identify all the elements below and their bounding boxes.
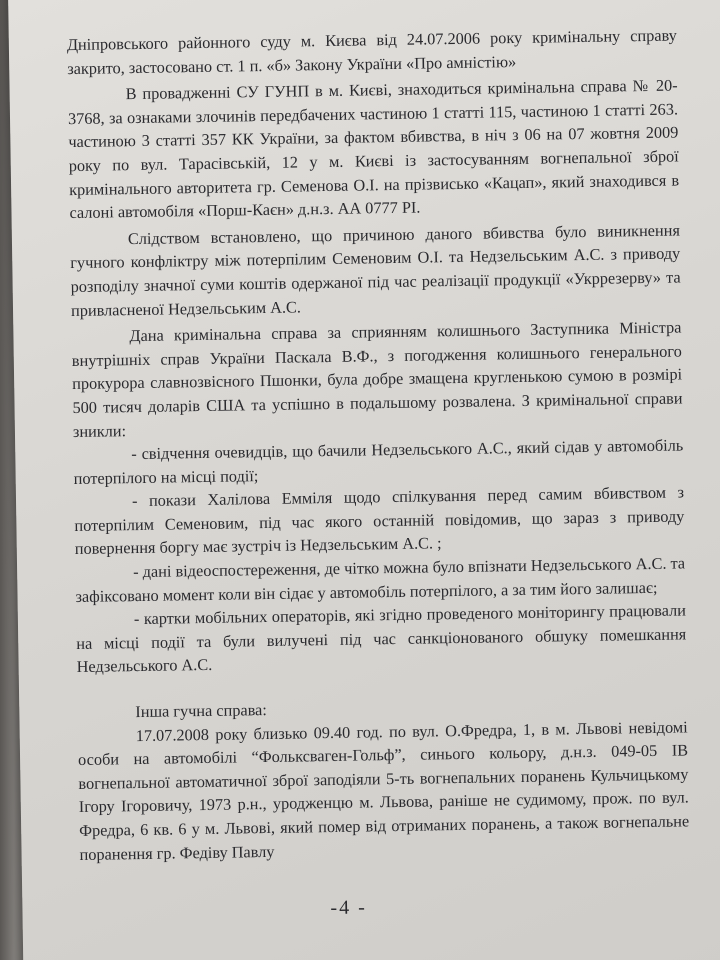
intro-text: Дніпровського районного суду м. Києва від 24.07.2006 року кримінальну справу закрито, застосовано ст. 1 п. «б» Закону України «Про амністію» (66, 25, 677, 78)
paragraph-case-collapse: Дана кримінальна справа за сприянням колишнього Заступника Міністра внутрішніх справ України Паскала В.Ф., з погодження колишнього генерального прокурора славнозвісного Пшонки, була добре змащена кругленькою сумою в розмірі 500 тисяч доларів США та успішно в подальшому розвалена. З кримінальної справи зникли: (71, 317, 683, 441)
list-item-mobile-cards: - картки мобільних операторів, які згідно проведеного моніторингу працювали на місці події та були вилучені під час санкціонованого обшуку помешкання Недзельського А.С. (76, 600, 687, 677)
section-title: Інша гучна справа: (135, 700, 267, 722)
document-page (8, 0, 720, 960)
page-number: -4 - (330, 896, 367, 920)
paragraph-lviv-case: 17.07.2008 року близько 09.40 год. по вул. О.Фредра, 1, в м. Львові невідомі особи на автомобілі “Фольксваген-Гольф”, синього кольору, д.н.з. 049-05 ІВ вогнепальної автоматичної зброї заподіяли 5-ть вогнепальних поранень Кульчицькому Ігору Ігоровичу, 1973 р.н., уродженцю м. Львова, раніше не судимому, прож. по вул. Фредра, 6 кв. 6 у м. Львові, який помер від отриманих поранень, а також вогнепальне поранення гр. Федіву Павлу (77, 717, 690, 864)
paragraph-investigation: Слідством встановлено, що причиною даного вбивства було виникнення гучного конфліктру між потерпілим Семеновим О.І. та Недзельським А.С. з приводу розподілу значної суми коштів одержаної під час реалізації продукції «Укррезерву» та привласненої Недзельським А.С. (70, 220, 681, 320)
list-item-witnesses: - свідчення очевидців, що бачили Недзельського А.С., який сідав у автомобіль потерпілого на місці події; (73, 435, 684, 488)
document-body (67, 24, 690, 867)
list-item-video: - дані відеоспостереження, де чітко можна було впізнати Недзельського А.С. та зафіксовано момент коли він сідає у автомобіль потерпілого, а за тим його залишає; (75, 553, 686, 606)
paragraph-case-description: В провадженні СУ ГУНП в м. Києві, знаходиться кримінальна справа № 20-3768, за ознаками злочинів передбачених частиною 1 статті 115, частиною 1 статті 263. частиною 3 статті 357 КК України, за фактом вбивства, в ніч з 06 на 07 жовтня 2009 року по вул. Тарасівській, 12 у м. Києві із застосуванням вогнепальної зброї кримінального авторитета гр. Семенова О.І. на прізвисько «Кацап», який знаходився в салоні автомобіля «Порш-Каєн» д.н.з. АА 0777 РІ. (67, 75, 680, 223)
list-item-testimony: - покази Халілова Емміля щодо спілкування перед самим вбивством з потерпілим Семеновим, під час якого останній повідомив, що зараз з приводу повернення боргу має зустріч із Недзельським А.С. ; (74, 482, 685, 559)
